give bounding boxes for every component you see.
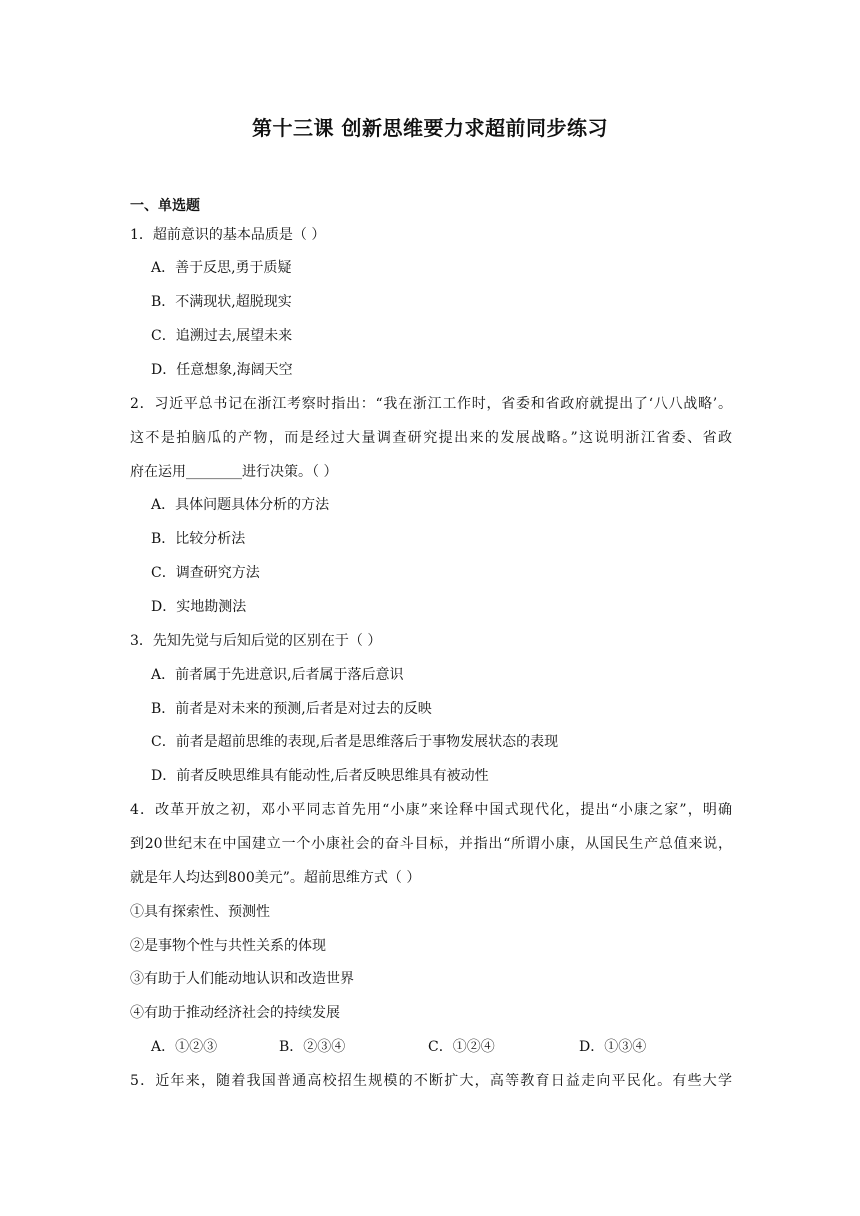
question-1-option-c: C．追溯过去,展望未来 <box>151 328 293 344</box>
question-2-stem-line-3: 府在运用________进行决策。（ ） <box>130 464 338 480</box>
question-4-stem-line-2: 到20世纪末在中国建立一个小康社会的奋斗目标，并指出“所谓小康，从国民生产总值来说， <box>130 836 732 852</box>
question-3-option-b: B．前者是对未来的预测,后者是对过去的反映 <box>151 701 432 717</box>
question-2-stem-line-2: 这不是拍脑瓜的产物，而是经过大量调查研究提出来的发展战略。”这说明浙江省委、省政 <box>130 430 732 446</box>
question-4-option-b: B．②③④ <box>279 1039 346 1055</box>
question-4-stem-line-1: 4．改革开放之初，邓小平同志首先用“小康”来诠释中国式现代化，提出“小康之家”，明确 <box>130 802 732 818</box>
question-3-stem: 3．先知先觉与后知后觉的区别在于（ ） <box>130 633 382 649</box>
question-1-option-b: B．不满现状,超脱现实 <box>151 294 292 310</box>
question-4-option-d: D．①③④ <box>579 1039 647 1055</box>
question-4-stem-line-3: 就是年人均达到800美元”。超前思维方式（ ） <box>130 870 421 886</box>
section-heading: 一、单选题 <box>130 198 200 214</box>
question-3-option-a: A．前者属于先进意识,后者属于落后意识 <box>151 667 404 683</box>
question-1-option-a: A．善于反思,勇于质疑 <box>151 260 292 276</box>
question-2-option-b: B．比较分析法 <box>151 531 246 547</box>
question-4-statement-4: ④有助于推动经济社会的持续发展 <box>130 1005 340 1021</box>
question-4-statement-2: ②是事物个性与共性关系的体现 <box>130 938 326 954</box>
question-1-stem: 1．超前意识的基本品质是（ ） <box>130 227 326 243</box>
question-4-option-c: C．①②④ <box>428 1039 495 1055</box>
question-2-option-a: A．具体问题具体分析的方法 <box>151 497 330 513</box>
question-2-option-d: D．实地勘测法 <box>151 599 247 615</box>
question-3-option-c: C．前者是超前思维的表现,后者是思维落后于事物发展状态的表现 <box>151 734 559 750</box>
page-title: 第十三课 创新思维要力求超前同步练习 <box>252 116 608 140</box>
question-4-option-a: A．①②③ <box>151 1039 218 1055</box>
question-4-statement-1: ①具有探索性、预测性 <box>130 904 270 920</box>
question-4-statement-3: ③有助于人们能动地认识和改造世界 <box>130 971 354 987</box>
question-3-option-d: D．前者反映思维具有能动性,后者反映思维具有被动性 <box>151 768 489 784</box>
question-2-stem-line-1: 2．习近平总书记在浙江考察时指出：“我在浙江工作时，省委和省政府就提出了‘八八战略’。 <box>130 396 732 412</box>
question-2-option-c: C．调查研究方法 <box>151 565 260 581</box>
question-5-stem-line-1: 5．近年来，随着我国普通高校招生规模的不断扩大，高等教育日益走向平民化。有些大学 <box>130 1073 732 1089</box>
question-1-option-d: D．任意想象,海阔天空 <box>151 362 293 378</box>
